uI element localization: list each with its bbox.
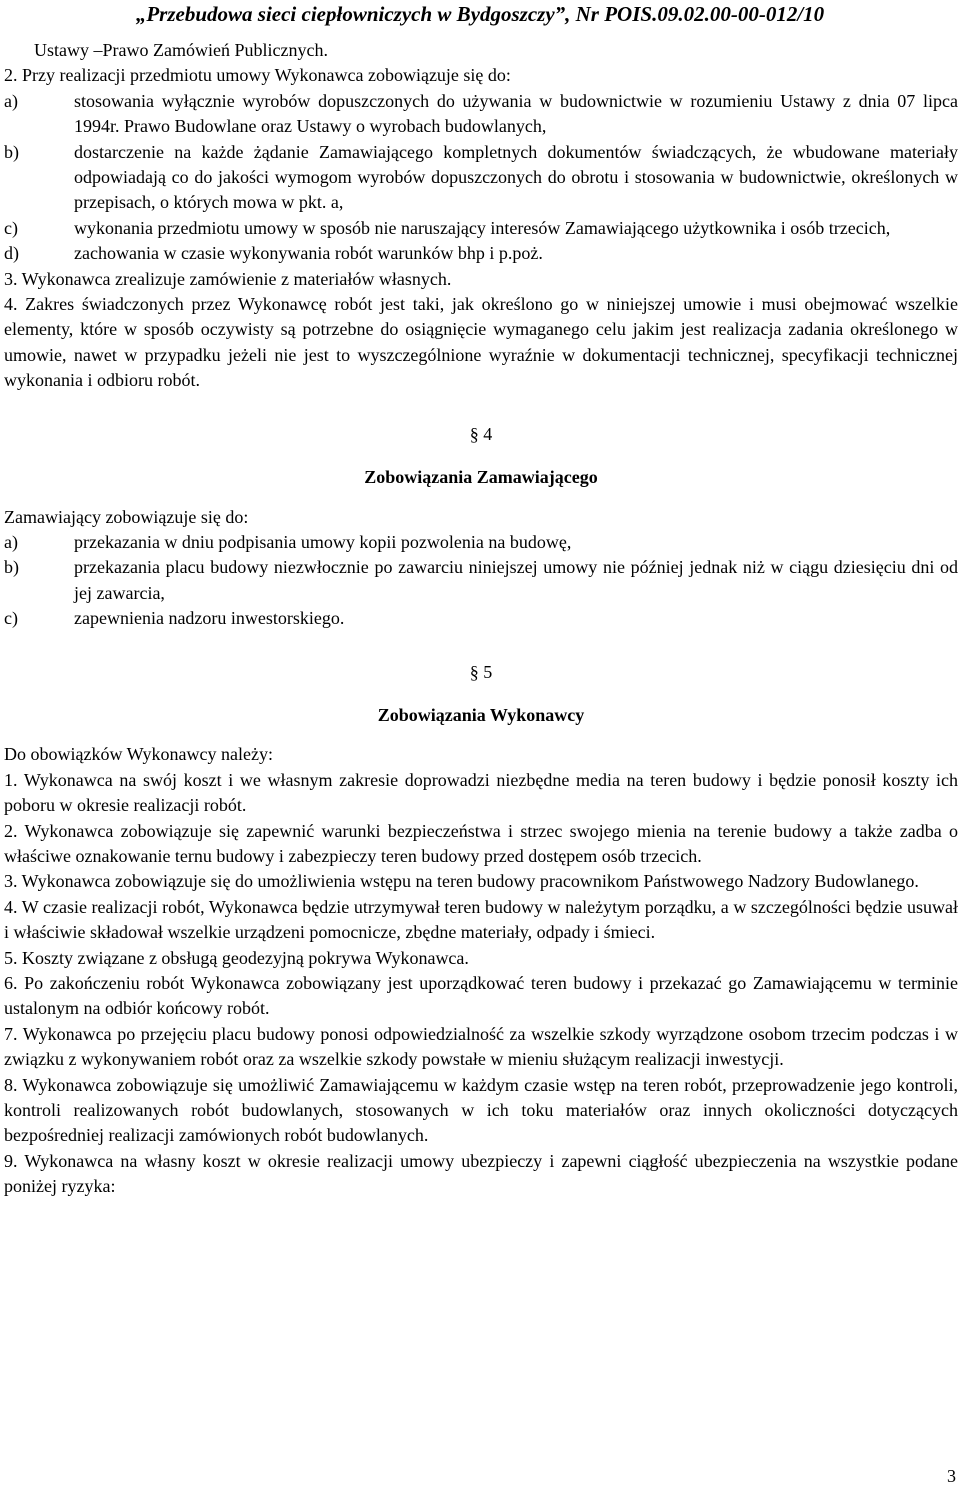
paragraph-3: 3. Wykonawca zrealizuje zamówienie z materiałów własnych. xyxy=(4,268,452,289)
section-5-paragraph: 7. Wykonawca po przejęciu placu budowy ponosi odpowiedzialność za wszelkie szkody wyrządzone osobom trzecim podczas i w związku z wykonywaniem robót oraz za wszelkie szkody powstałe w mieniu służącym realizacji inwestycji. xyxy=(4,1023,958,1070)
list-item-text: przekazania w dniu podpisania umowy kopii pozwolenia na budowę, xyxy=(74,531,572,552)
paragraph-2: 2. Przy realizacji przedmiotu umowy Wykonawca zobowiązuje się do: xyxy=(4,65,511,86)
list-item-label: a) xyxy=(4,90,18,111)
section-5-paragraph: 3. Wykonawca zobowiązuje się do umożliwienia wstępu na teren budowy pracownikom Państwowego Nadzory Budowlanego. xyxy=(4,871,919,892)
section-5-paragraph: 8. Wykonawca zobowiązuje się umożliwić Zamawiającemu w każdym czasie wstęp na teren robót, przeprowadzenie jego kontroli, kontroli realizowanych robót budowlanych, stosowanych w ich toku materiałów oraz innych okoliczności dotyczących bezpośredniej realizacji zamówionych robót budowlanych. xyxy=(4,1074,958,1146)
list-item-text: dostarczenie na każde żądanie Zamawiającego kompletnych dokumentów świadczących, że wbudowane materiały odpowiadają co do jakości wymogom wyrobów dopuszczonych do obrotu i stosowania w budownictwie, określonych w przepisach, o których mowa w pkt. a, xyxy=(74,141,958,213)
document-header: „Przebudowa sieci ciepłowniczych w Bydgoszczy”, Nr POIS.09.02.00-00-012/10 xyxy=(135,2,825,26)
list-item-label: c) xyxy=(4,608,18,629)
list-item-text: wykonania przedmiotu umowy w sposób nie naruszający interesów Zamawiającego użytkownika i osób trzecich, xyxy=(74,217,891,238)
list-item xyxy=(4,89,958,140)
list-item-label: b) xyxy=(4,141,19,162)
list-item-label: a) xyxy=(4,531,18,552)
list-item-text: przekazania placu budowy niezwłocznie po zawarciu niniejszej umowy nie później jednak niż w ciągu dziesięciu dni od jej zawarcia, xyxy=(74,557,958,603)
list-item-label: b) xyxy=(4,557,19,578)
document-body xyxy=(4,38,958,1200)
section-5-paragraph: 2. Wykonawca zobowiązuje się zapewnić warunki bezpieczeństwa i strzec swojego mienia na terenie budowy a także zadba o właściwe oznakowanie ternu budowy i zabezpieczy teren budowy przed dostępem osób trzecich. xyxy=(4,820,958,866)
section-5-paragraph: 5. Koszty związane z obsługą geodezyjną pokrywa Wykonawca. xyxy=(4,947,469,968)
list-item xyxy=(4,216,958,241)
section-4-intro: Zamawiający zobowiązuje się do: xyxy=(4,506,249,527)
list-item-text: stosowania wyłącznie wyrobów dopuszczonych do używania w budownictwie w rozumieniu Ustawy z dnia 07 lipca 1994r. Prawo Budowlane oraz Ustawy o wyrobach budowlanych, xyxy=(74,90,958,137)
section-5-title: Zobowiązania Wykonawcy xyxy=(377,704,585,725)
section-5-paragraph: 4. W czasie realizacji robót, Wykonawca będzie utrzymywał teren budowy w należytym porządku, a w szczególności będzie usuwał i właściwie składował wszelkie urządzeni pomocnicze, zbędne materiały, odpady i śmieci. xyxy=(4,896,958,943)
section-5-intro: Do obowiązków Wykonawcy należy: xyxy=(4,744,274,765)
section-5-paragraph: 9. Wykonawca na własny koszt w okresie realizacji umowy ubezpieczy i zapewni ciągłość ubezpieczenia na wszystkie podane poniżej ryzyka: xyxy=(4,1150,958,1197)
list-item-text: zapewnienia nadzoru inwestorskiego. xyxy=(74,608,345,629)
page-number: 3 xyxy=(947,1466,956,1486)
paragraph-4: 4. Zakres świadczonych przez Wykonawcę robót jest taki, jak określono go w niniejszej umowie i musi obejmować wszelkie elementy, które w sposób oczywisty są potrzebne do osiągnięcie wymaganego celu jakim jest realizacja zadania określonego w umowie, nawet w przypadku jeżeli nie jest to wyszczególnione wyraźnie w dokumentacji technicznej, specyfikacji technicznej wykonania i odbioru robót. xyxy=(4,294,958,391)
section-4-number: § 4 xyxy=(469,423,493,444)
section-5-number: § 5 xyxy=(469,661,493,682)
continuation-line: Ustawy –Prawo Zamówień Publicznych. xyxy=(34,40,328,60)
list-item xyxy=(4,555,958,606)
list-item-text: zachowania w czasie wykonywania robót warunków bhp i p.poż. xyxy=(74,243,543,264)
list-item xyxy=(4,140,958,216)
list-item xyxy=(4,241,958,266)
list-item xyxy=(4,606,958,631)
section-5-paragraph: 1. Wykonawca na swój koszt i we własnym zakresie doprowadzi niezbędne media na teren budowy i będzie ponosił koszty ich poboru w okresie realizacji robót. xyxy=(4,769,958,816)
section-5-paragraph: 6. Po zakończeniu robót Wykonawca zobowiązany jest uporządkować teren budowy i przekazać go Zamawiającemu w terminie ustalonym na odbiór końcowy robót. xyxy=(4,973,958,1019)
section-4-title: Zobowiązania Zamawiającego xyxy=(364,467,598,488)
list-item xyxy=(4,530,958,555)
list-item-label: d) xyxy=(4,243,19,264)
list-item-label: c) xyxy=(4,217,18,238)
